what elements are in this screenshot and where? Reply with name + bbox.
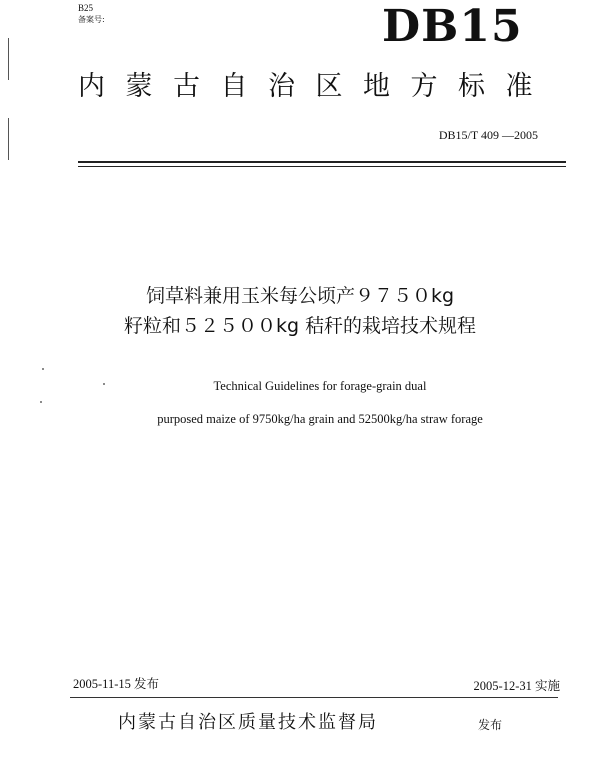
title-english-line-1: Technical Guidelines for forage-grain dual — [213, 379, 427, 393]
standard-type-heading: 内蒙古自治区地方标准 — [78, 71, 553, 102]
filing-number-label: 备案号: — [78, 15, 105, 24]
scan-edge-mark — [8, 118, 9, 160]
scan-edge-mark — [8, 38, 9, 80]
db15-logo: DB15 — [382, 1, 523, 52]
title-chinese-line-2: 籽粒和５２５００kg 秸秆的栽培技术规程 — [123, 315, 477, 337]
footer-divider — [70, 697, 558, 698]
title-chinese-line-1: 饲草料兼用玉米每公顷产９７５０kg — [145, 285, 455, 307]
scan-speck — [40, 401, 42, 403]
header-divider-thin — [78, 166, 566, 167]
issuing-authority-suffix: 发布 — [478, 718, 503, 732]
header-divider — [78, 161, 566, 163]
standard-number: DB15/T 409 —2005 — [438, 128, 538, 142]
scan-speck — [42, 368, 44, 370]
title-english-line-2: purposed maize of 9750kg/ha grain and 52500kg/ha straw forage — [157, 412, 483, 426]
classification-code: B25 — [78, 3, 94, 13]
effective-date: 2005-12-31 实施 — [473, 679, 560, 693]
issuing-authority: 内蒙古自治区质量技术监督局 — [118, 712, 378, 733]
issue-date: 2005-11-15 发布 — [73, 677, 159, 691]
